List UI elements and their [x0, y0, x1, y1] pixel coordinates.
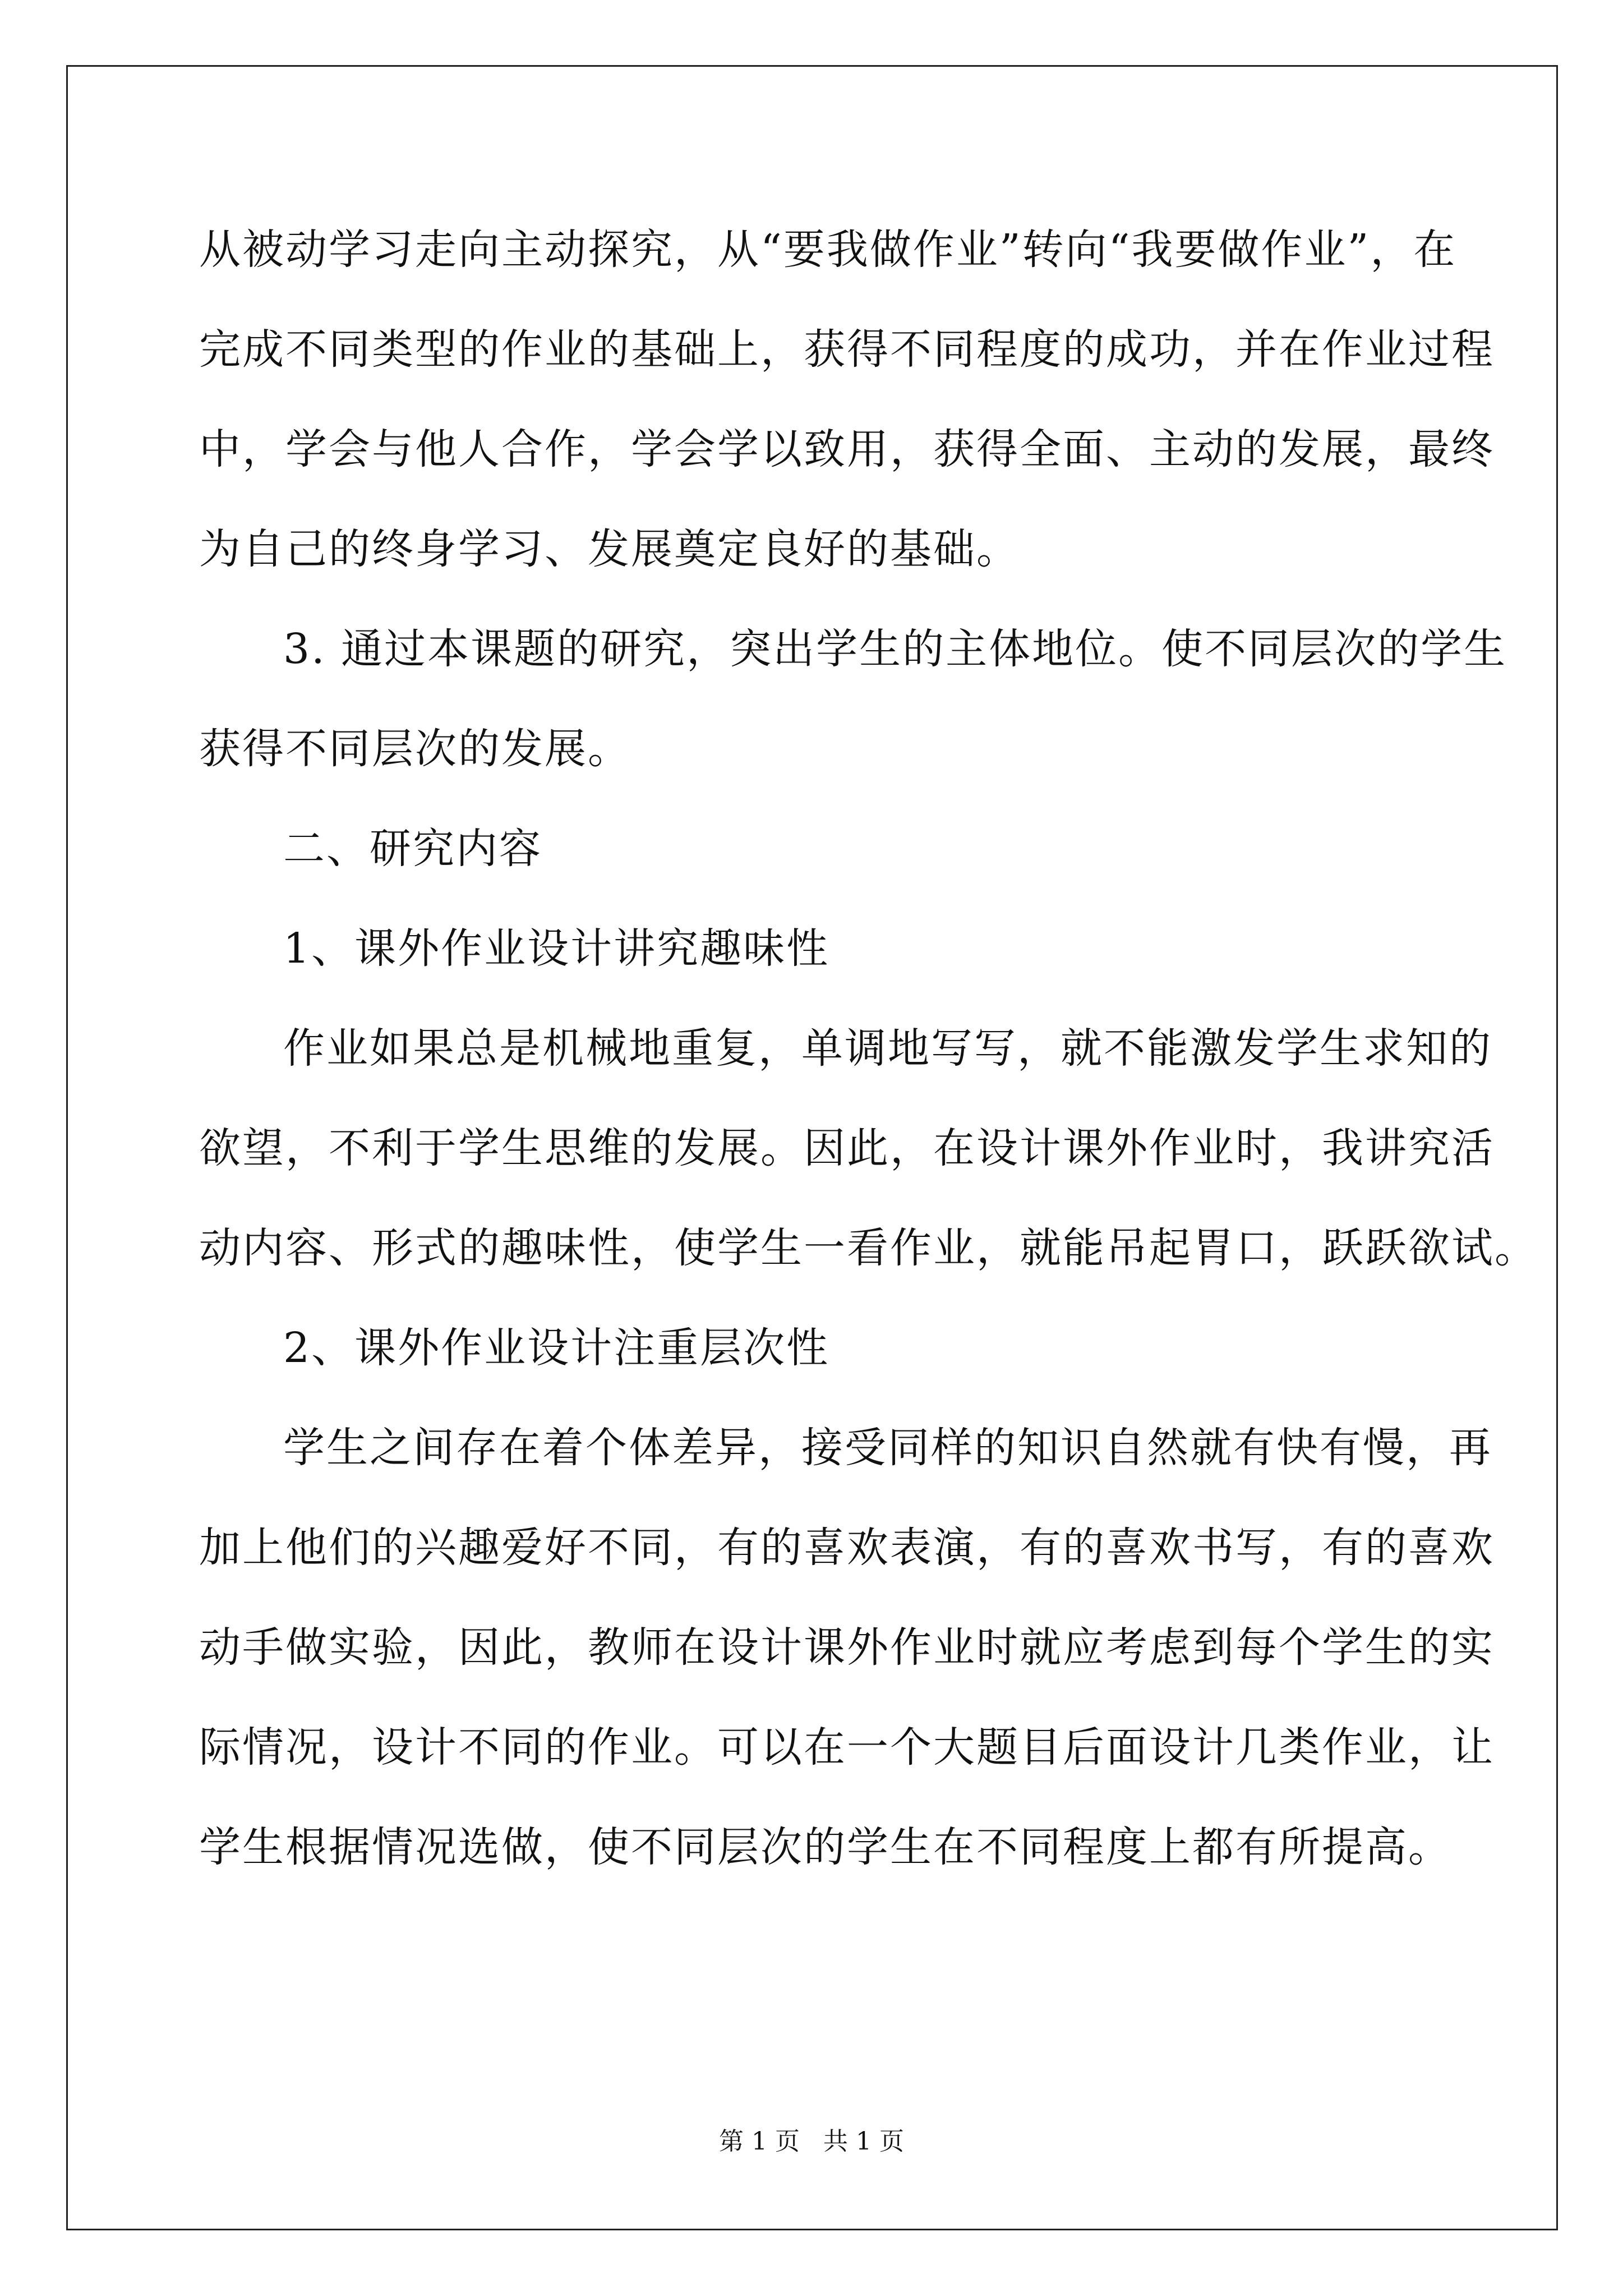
text-line-11: 动内容、形式的趣味性，使学生一看作业，就能吊起胃口，跃跃欲试。: [199, 1224, 1538, 1272]
text-line-4: 为自己的终身学习、发展奠定良好的基础。: [199, 525, 1020, 573]
text-line-15: 动手做实验，因此，教师在设计课外作业时就应考虑到每个学生的实: [199, 1623, 1495, 1672]
text-line-5: 3. 通过本课题的研究，突出学生的主体地位。使不同层次的学生: [283, 625, 1507, 673]
subheading-2: 2、课外作业设计注重层次性: [283, 1324, 830, 1372]
subheading-1: 1、课外作业设计讲究趣味性: [283, 924, 830, 973]
text-line-14: 加上他们的兴趣爱好不同，有的喜欢表演，有的喜欢书写，有的喜欢: [199, 1524, 1495, 1572]
text-line-10: 欲望，不利于学生思维的发展。因此，在设计课外作业时，我讲究活: [199, 1124, 1495, 1172]
text-line-6: 获得不同层次的发展。: [199, 725, 631, 773]
text-line-9: 作业如果总是机械地重复，单调地写写，就不能激发学生求知的: [283, 1024, 1492, 1073]
text-line-3: 中，学会与他人合作，学会学以致用，获得全面、主动的发展，最终: [199, 425, 1495, 473]
page-footer: 第 1 页 共 1 页: [719, 2127, 904, 2156]
text-line-16: 际情况，设计不同的作业。可以在一个大题目后面设计几类作业，让: [199, 1723, 1495, 1772]
document-body: [199, 208, 1538, 1905]
section-heading: 二、研究内容: [283, 825, 542, 873]
text-line-13: 学生之间存在着个体差异，接受同样的知识自然就有快有慢，再: [283, 1424, 1492, 1472]
text-line-2: 完成不同类型的作业的基础上，获得不同程度的成功，并在作业过程: [199, 325, 1495, 374]
text-line-17: 学生根据情况选做，使不同层次的学生在不同程度上都有所提高。: [199, 1823, 1451, 1871]
text-line-1: 从被动学习走向主动探究，从“要我做作业”转向“我要做作业”，在: [199, 226, 1457, 274]
